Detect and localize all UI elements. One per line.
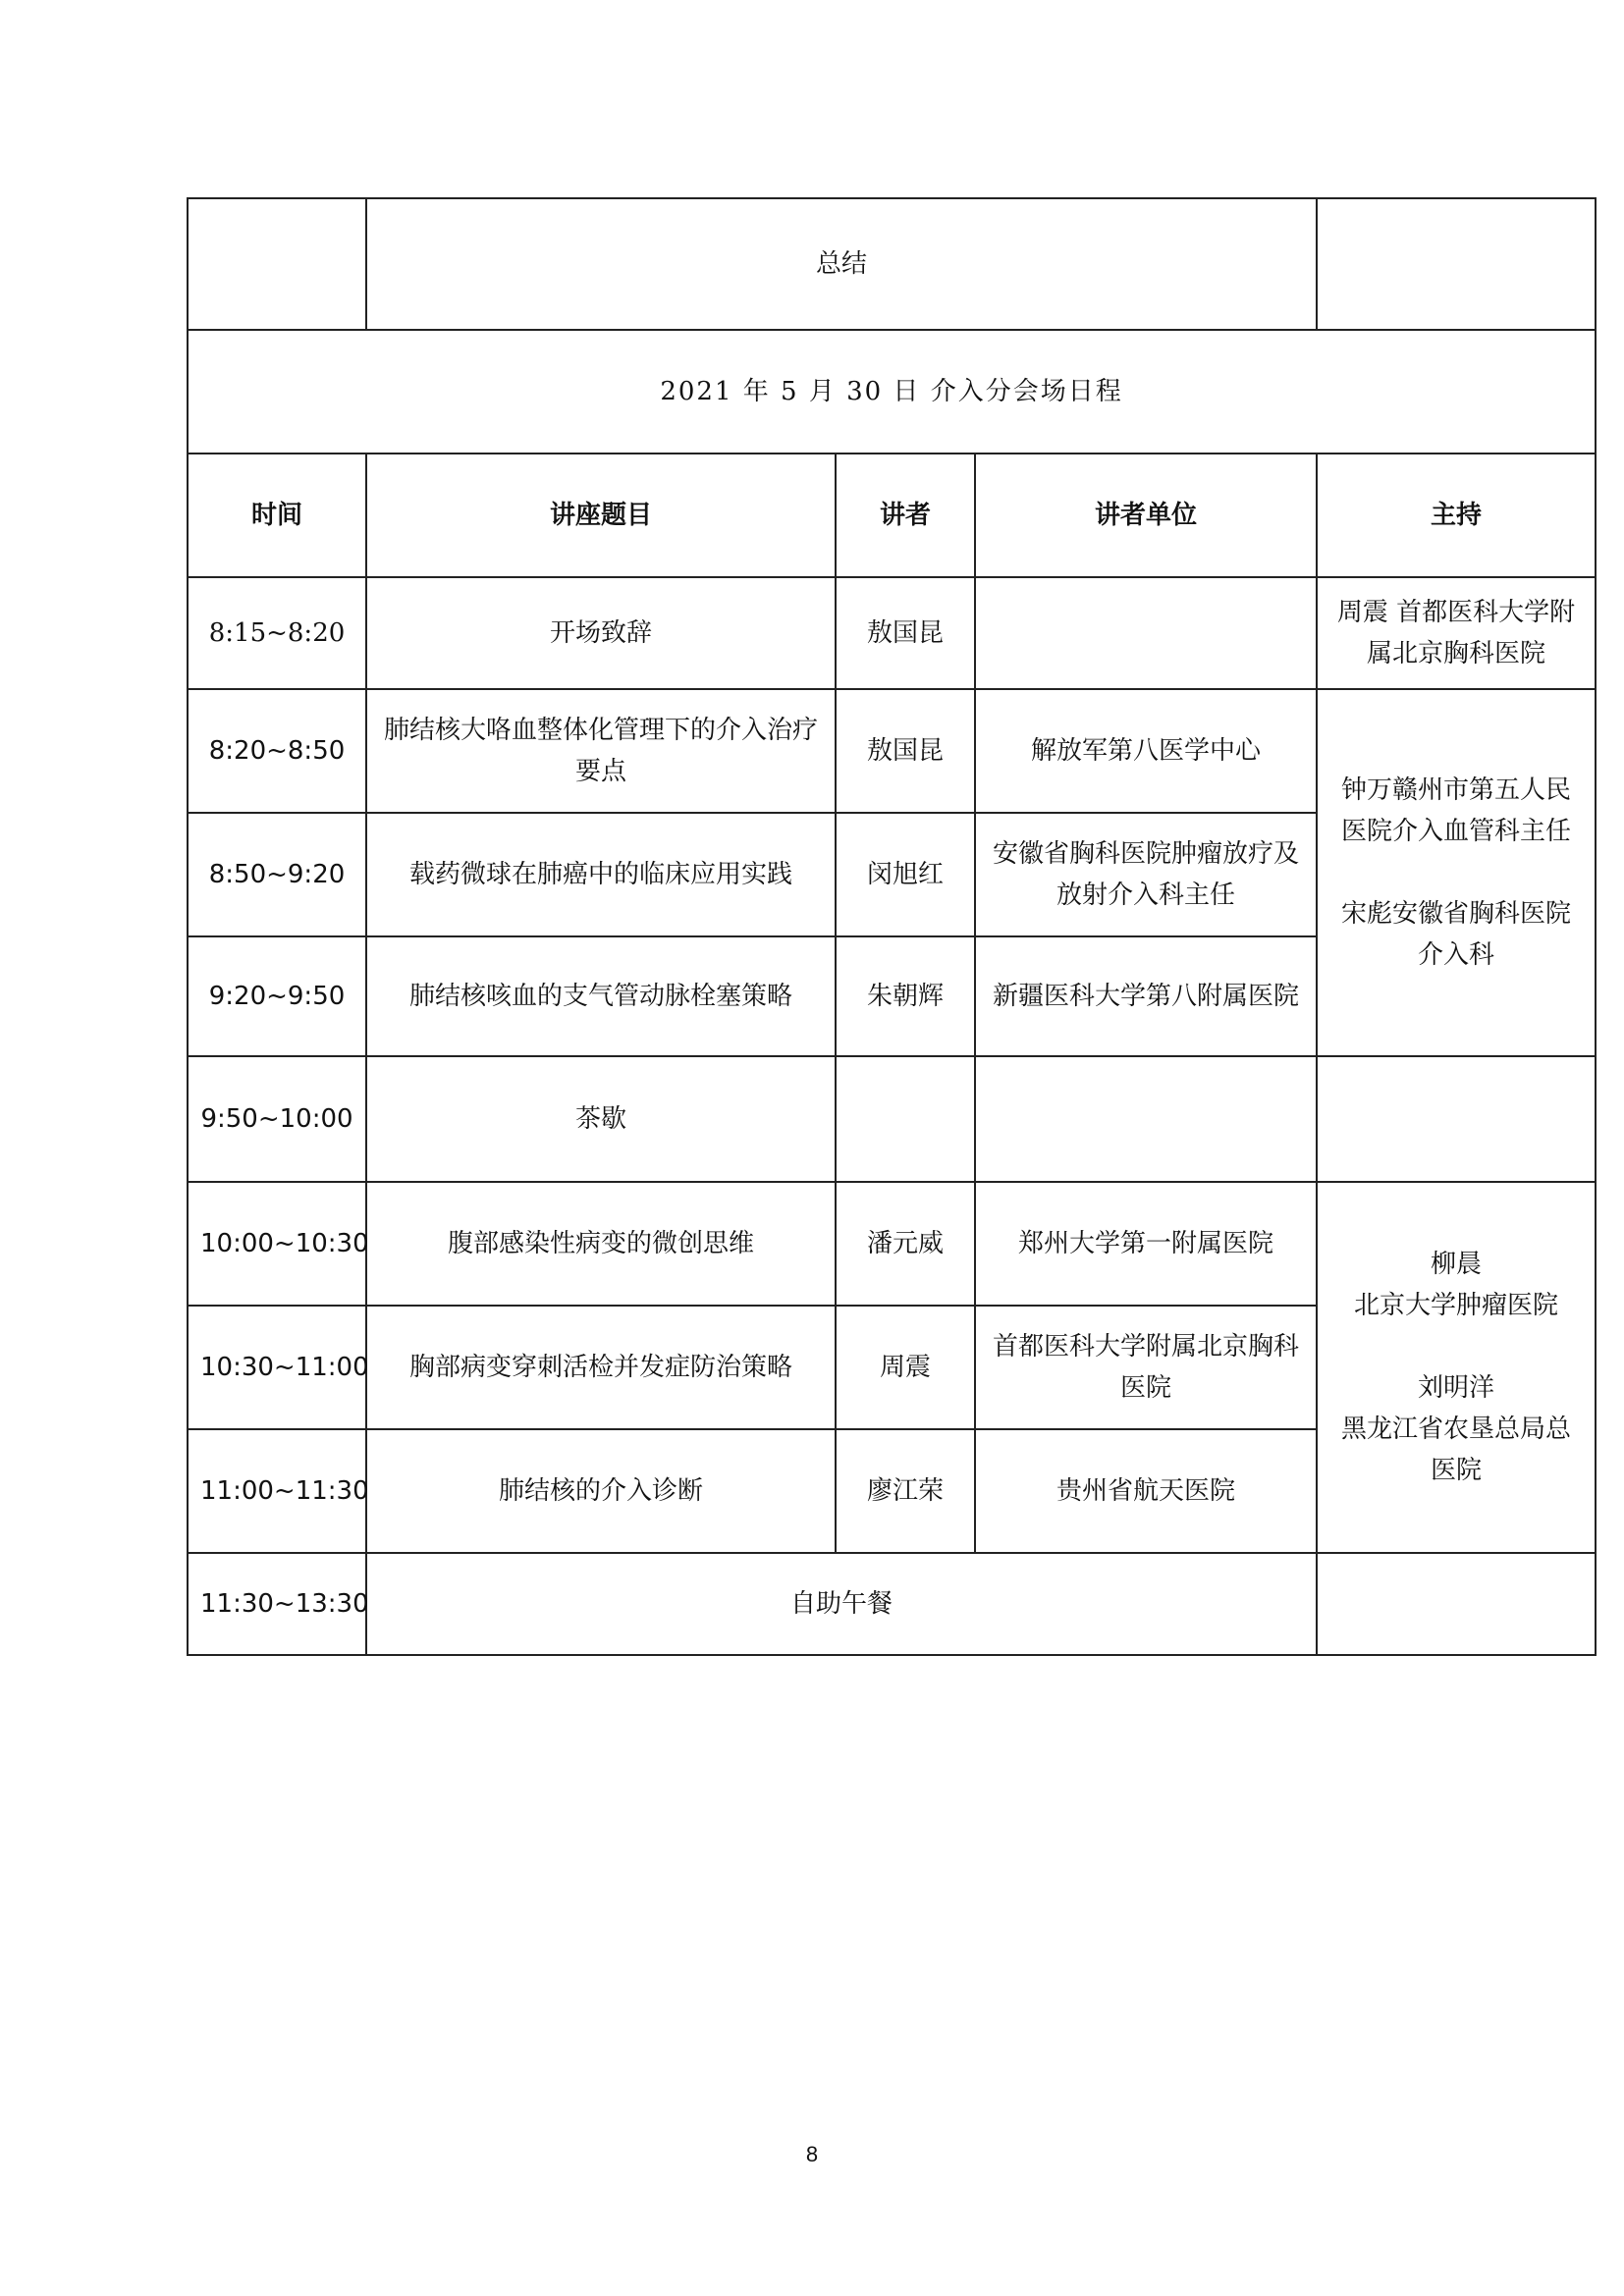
host-affil-liu-chen: 北京大学肿瘤医院: [1354, 1291, 1559, 1320]
row-topic: 茶歇: [366, 1056, 836, 1182]
row-time: 8:20~8:50: [188, 689, 366, 813]
row-speaker: 敖国昆: [836, 577, 975, 689]
host-block-3: [1317, 1182, 1596, 1553]
session-title: 2021 年 5 月 30 日 介入分会场日程: [188, 330, 1596, 454]
row-affiliation: 郑州大学第一附属医院: [975, 1182, 1317, 1306]
row-topic: 胸部病变穿刺活检并发症防治策略: [366, 1306, 836, 1429]
row-time: 8:50~9:20: [188, 813, 366, 936]
row-topic: 自助午餐: [366, 1553, 1317, 1655]
table-row: [188, 577, 1596, 689]
table-row: [188, 1056, 1596, 1182]
row-topic: 开场致辞: [366, 577, 836, 689]
row-speaker: 朱朝辉: [836, 936, 975, 1056]
host-gap: [1329, 1326, 1583, 1367]
header-host: 主持: [1317, 454, 1596, 577]
row-affiliation: 新疆医科大学第八附属医院: [975, 936, 1317, 1056]
header-row: [188, 454, 1596, 577]
row-speaker: 周震: [836, 1306, 975, 1429]
session-title-row: [188, 330, 1596, 454]
row-speaker: [836, 1056, 975, 1182]
host-name-song: 宋彪安徽省胸科医院介入科: [1341, 899, 1572, 970]
row-speaker: 敖国昆: [836, 689, 975, 813]
host-empty-cell: [1317, 1056, 1596, 1182]
row-speaker: 廖江荣: [836, 1429, 975, 1553]
row-affiliation: 解放军第八医学中心: [975, 689, 1317, 813]
row-topic: 肺结核的介入诊断: [366, 1429, 836, 1553]
host-name-zhong: 钟万赣州市第五人民医院介入血管科主任: [1341, 775, 1572, 846]
host-name-liu-mingyang: 刘明洋: [1418, 1373, 1495, 1403]
row-time: 11:30~13:30: [188, 1553, 366, 1655]
row-topic: 肺结核咳血的支气管动脉栓塞策略: [366, 936, 836, 1056]
summary-host-cell: [1317, 198, 1596, 330]
row-topic: 腹部感染性病变的微创思维: [366, 1182, 836, 1306]
host-block-1: 周震 首都医科大学附属北京胸科医院: [1317, 577, 1596, 689]
row-affiliation: [975, 1056, 1317, 1182]
host-affil-liu-mingyang: 黑龙江省农垦总局总医院: [1341, 1415, 1572, 1485]
row-affiliation: [975, 577, 1317, 689]
header-time: 时间: [188, 454, 366, 577]
header-topic: 讲座题目: [366, 454, 836, 577]
row-time: 10:00~10:30: [188, 1182, 366, 1306]
row-affiliation: 首都医科大学附属北京胸科医院: [975, 1306, 1317, 1429]
schedule-table: [187, 197, 1597, 1656]
summary-time-cell: [188, 198, 366, 330]
host-gap: [1329, 852, 1583, 893]
host-block-2: [1317, 689, 1596, 1056]
table-row: [188, 1553, 1596, 1655]
row-time: 11:00~11:30: [188, 1429, 366, 1553]
row-topic: 肺结核大咯血整体化管理下的介入治疗要点: [366, 689, 836, 813]
table-row: [188, 1182, 1596, 1306]
host-name-liu-chen: 柳晨: [1431, 1250, 1483, 1279]
row-time: 10:30~11:00: [188, 1306, 366, 1429]
row-affiliation: 贵州省航天医院: [975, 1429, 1317, 1553]
row-time: 9:20~9:50: [188, 936, 366, 1056]
row-affiliation: 安徽省胸科医院肿瘤放疗及放射介入科主任: [975, 813, 1317, 936]
summary-label: 总结: [366, 198, 1317, 330]
header-affiliation: 讲者单位: [975, 454, 1317, 577]
row-topic: 载药微球在肺癌中的临床应用实践: [366, 813, 836, 936]
summary-row: [188, 198, 1596, 330]
header-speaker: 讲者: [836, 454, 975, 577]
row-time: 8:15~8:20: [188, 577, 366, 689]
table-row: [188, 689, 1596, 813]
host-empty-cell: [1317, 1553, 1596, 1655]
row-speaker: 潘元威: [836, 1182, 975, 1306]
page-number: 8: [805, 2142, 819, 2166]
row-time: 9:50~10:00: [188, 1056, 366, 1182]
row-speaker: 闵旭红: [836, 813, 975, 936]
